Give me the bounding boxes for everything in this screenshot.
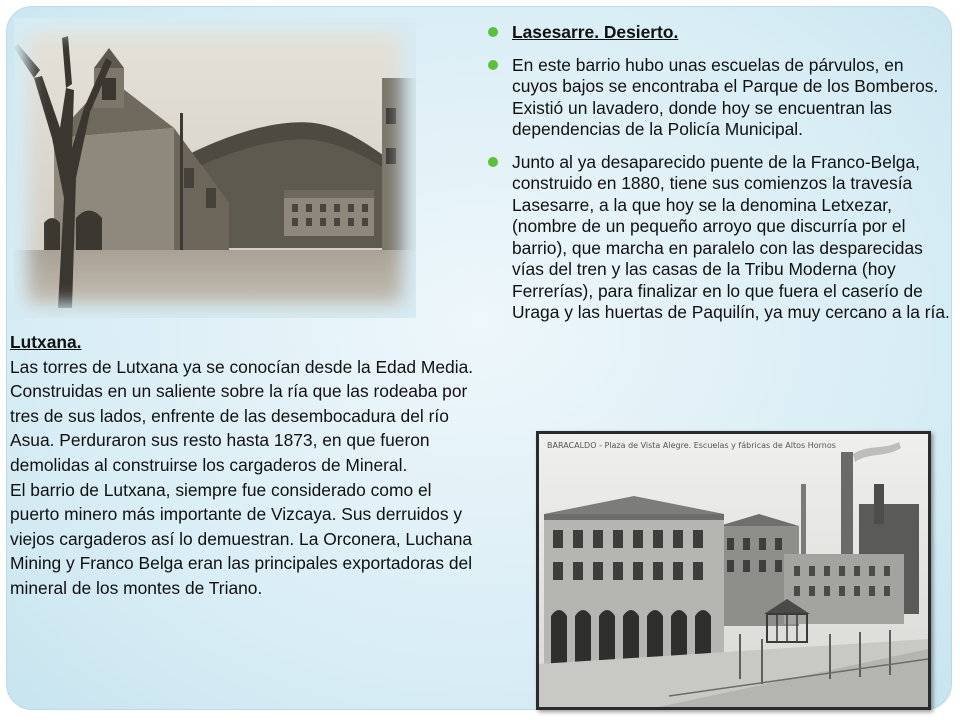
lasesarre-heading: Lasesarre. Desierto. (512, 22, 679, 42)
lasesarre-bullet-1 (488, 55, 950, 141)
lasesarre-bullet-2 (488, 152, 950, 324)
lasesarre-list (488, 22, 950, 335)
church-photo (14, 18, 416, 318)
lasesarre-bullet-1-text: En este barrio hubo unas escuelas de párvulos, en cuyos bajos se encontraba el Parque de los Bomberos. Existió un lavadero, donde hoy se encuentran las dependencias de la Policía Municipal. (512, 54, 939, 139)
lutxana-title: Lutxana. (10, 332, 82, 352)
lutxana-paragraph-1: Las torres de Lutxana ya se conocían desde la Edad Media. Construidas en un saliente sobre la ría que las rodeaba por tres de sus lados, enfrente de las desembocadura del río Asua. Perduraron sus resto hasta 1873, en que fueron demolidas al construirse los cargaderos de Mineral. (10, 356, 474, 475)
lutxana-paragraph-2: El barrio de Lutxana, siempre fue considerado como el puerto minero más importante de Vizcaya. Sus derruidos y viejos cargaderos así lo demuestran. La Orconera, Luchana Mining y Franco Belga eran las principales exportadoras del mineral de los montes de Triano. (10, 479, 473, 598)
lutxana-section (10, 330, 480, 601)
plaza-photo (536, 431, 931, 710)
bullet-icon (488, 157, 498, 167)
lasesarre-bullet-2-text: Junto al ya desaparecido puente de la Franco-Belga, construido en 1880, tiene sus comienzos la travesía Lasesarre, a la que hoy se la denomina Letxezar, (nombre de un pequeño arroyo que discurría por el barrio), que marcha en paralelo con las desparecidas vías del tren y las casas de la Tribu Moderna (hoy Ferrerías), para finalizar en lo que fuera el caserío de Uraga y las huertas de Paquilín, ya muy cercano a la ría. (512, 151, 950, 322)
bullet-icon (488, 60, 498, 70)
plaza-photo-caption: BARACALDO - Plaza de Vista Alegre. Escuelas y fábricas de Altos Hornos (547, 441, 836, 450)
lasesarre-heading-item (488, 22, 950, 44)
bullet-icon (488, 27, 498, 37)
